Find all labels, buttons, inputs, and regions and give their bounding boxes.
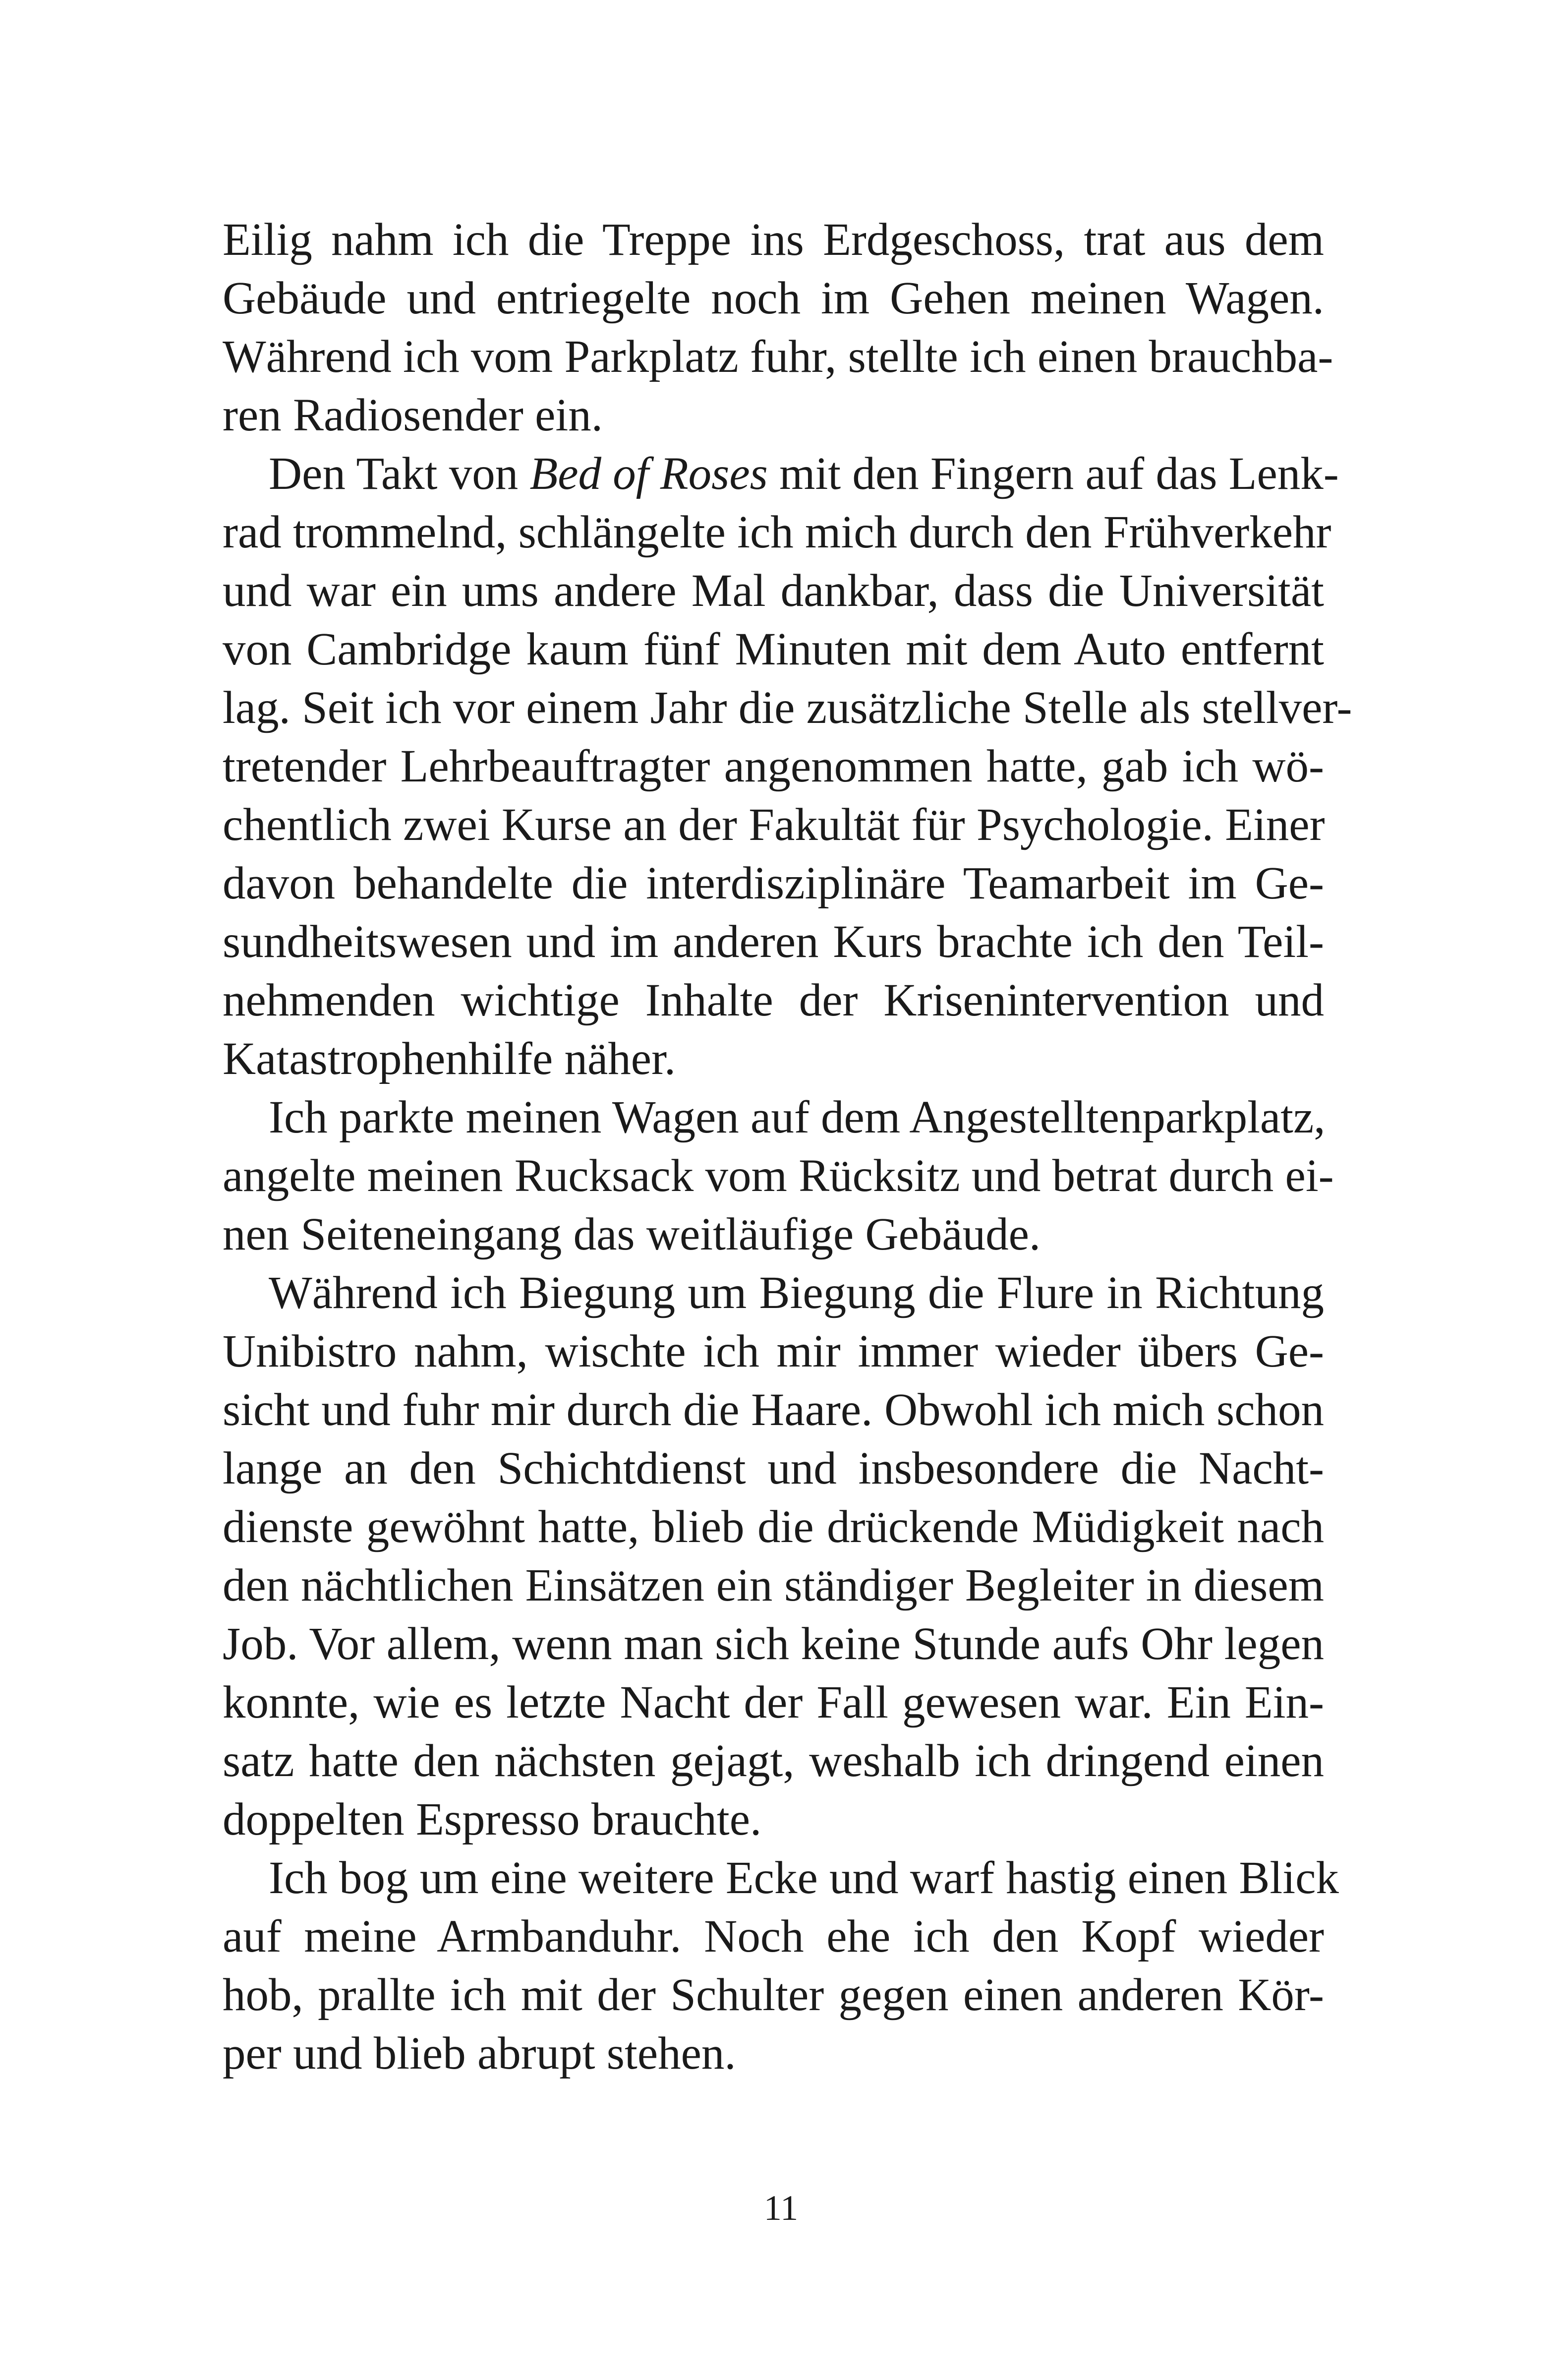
text-line: chentlich zwei Kurse an der Fakultät für Psychologie. Einer [223, 799, 1325, 850]
text-line: Ich bog um eine weitere Ecke und warf hastig einen Blick [269, 1852, 1339, 1904]
text-line: doppelten Espresso brauchte. [223, 1794, 762, 1845]
paragraph-4 [223, 1264, 1324, 1849]
text-line: sundheitswesen und im anderen Kurs brachte ich den Teil- [223, 916, 1324, 967]
text-line: Katastrophenhilfe näher. [223, 1033, 676, 1084]
text-line: Gebäude und entriegelte noch im Gehen meinen Wagen. [223, 273, 1324, 324]
text-line: tretender Lehrbeauftragter angenommen hatte, gab ich wö- [223, 741, 1324, 792]
text-line: angelte meinen Rucksack vom Rücksitz und betrat durch ei- [223, 1150, 1334, 1201]
text-line: hob, prallte ich mit der Schulter gegen einen anderen Kör- [223, 1969, 1324, 2021]
text-line: per und blieb abrupt stehen. [223, 2028, 736, 2079]
paragraph-2 [223, 445, 1352, 1088]
text-line: konnte, wie es letzte Nacht der Fall gewesen war. Ein Ein- [223, 1677, 1324, 1728]
text-line: Job. Vor allem, wenn man sich keine Stunde aufs Ohr legen [223, 1618, 1324, 1669]
text-line: nehmenden wichtige Inhalte der Krisenintervention und [223, 975, 1324, 1026]
text-line: dienste gewöhnt hatte, blieb die drückende Müdigkeit nach [223, 1501, 1324, 1552]
text-line: Während ich Biegung um Biegung die Flure in Richtung [269, 1267, 1324, 1318]
text-line: sicht und fuhr mir durch die Haare. Obwohl ich mich schon [223, 1384, 1324, 1435]
text-line: ren Radiosender ein. [223, 390, 603, 441]
text-line: und war ein ums andere Mal dankbar, dass die Universität [223, 565, 1324, 616]
text-line: auf meine Armbanduhr. Noch ehe ich den Kopf wieder [223, 1911, 1324, 1962]
text-run: Den Takt von [269, 448, 530, 499]
text-line [223, 445, 1339, 503]
text-line: nen Seiteneingang das weitläufige Gebäude. [223, 1209, 1041, 1260]
text-line: satz hatte den nächsten gejagt, weshalb ich dringend einen [223, 1735, 1324, 1786]
text-line: Eilig nahm ich die Treppe ins Erdgeschoss, trat aus dem [223, 214, 1324, 265]
text-line: Ich parkte meinen Wagen auf dem Angestelltenparkplatz, [269, 1092, 1326, 1143]
paragraph-1 [223, 211, 1333, 445]
text-line: davon behandelte die interdisziplinäre Teamarbeit im Ge- [223, 858, 1324, 909]
text-line: Während ich vom Parkplatz fuhr, stellte ich einen brauchba- [223, 331, 1333, 382]
text-line: rad trommelnd, schlängelte ich mich durch den Frühverkehr [223, 507, 1331, 558]
text-line: lag. Seit ich vor einem Jahr die zusätzliche Stelle als stellver- [223, 682, 1352, 733]
text-line: lange an den Schichtdienst und insbesondere die Nacht- [223, 1443, 1324, 1494]
paragraph-5 [223, 1849, 1339, 2083]
page-number: 11 [763, 2188, 799, 2228]
paragraph-3 [223, 1088, 1334, 1264]
text-line: Unibistro nahm, wischte ich mir immer wieder übers Ge- [223, 1326, 1324, 1377]
song-title: Bed of Roses [529, 448, 768, 499]
text-line: den nächtlichen Einsätzen ein ständiger Begleiter in diesem [223, 1560, 1324, 1611]
body-text [223, 211, 1352, 2083]
text-line: von Cambridge kaum fünf Minuten mit dem Auto entfernt [223, 624, 1324, 675]
text-run: mit den Fingern auf das Lenk- [767, 448, 1339, 499]
